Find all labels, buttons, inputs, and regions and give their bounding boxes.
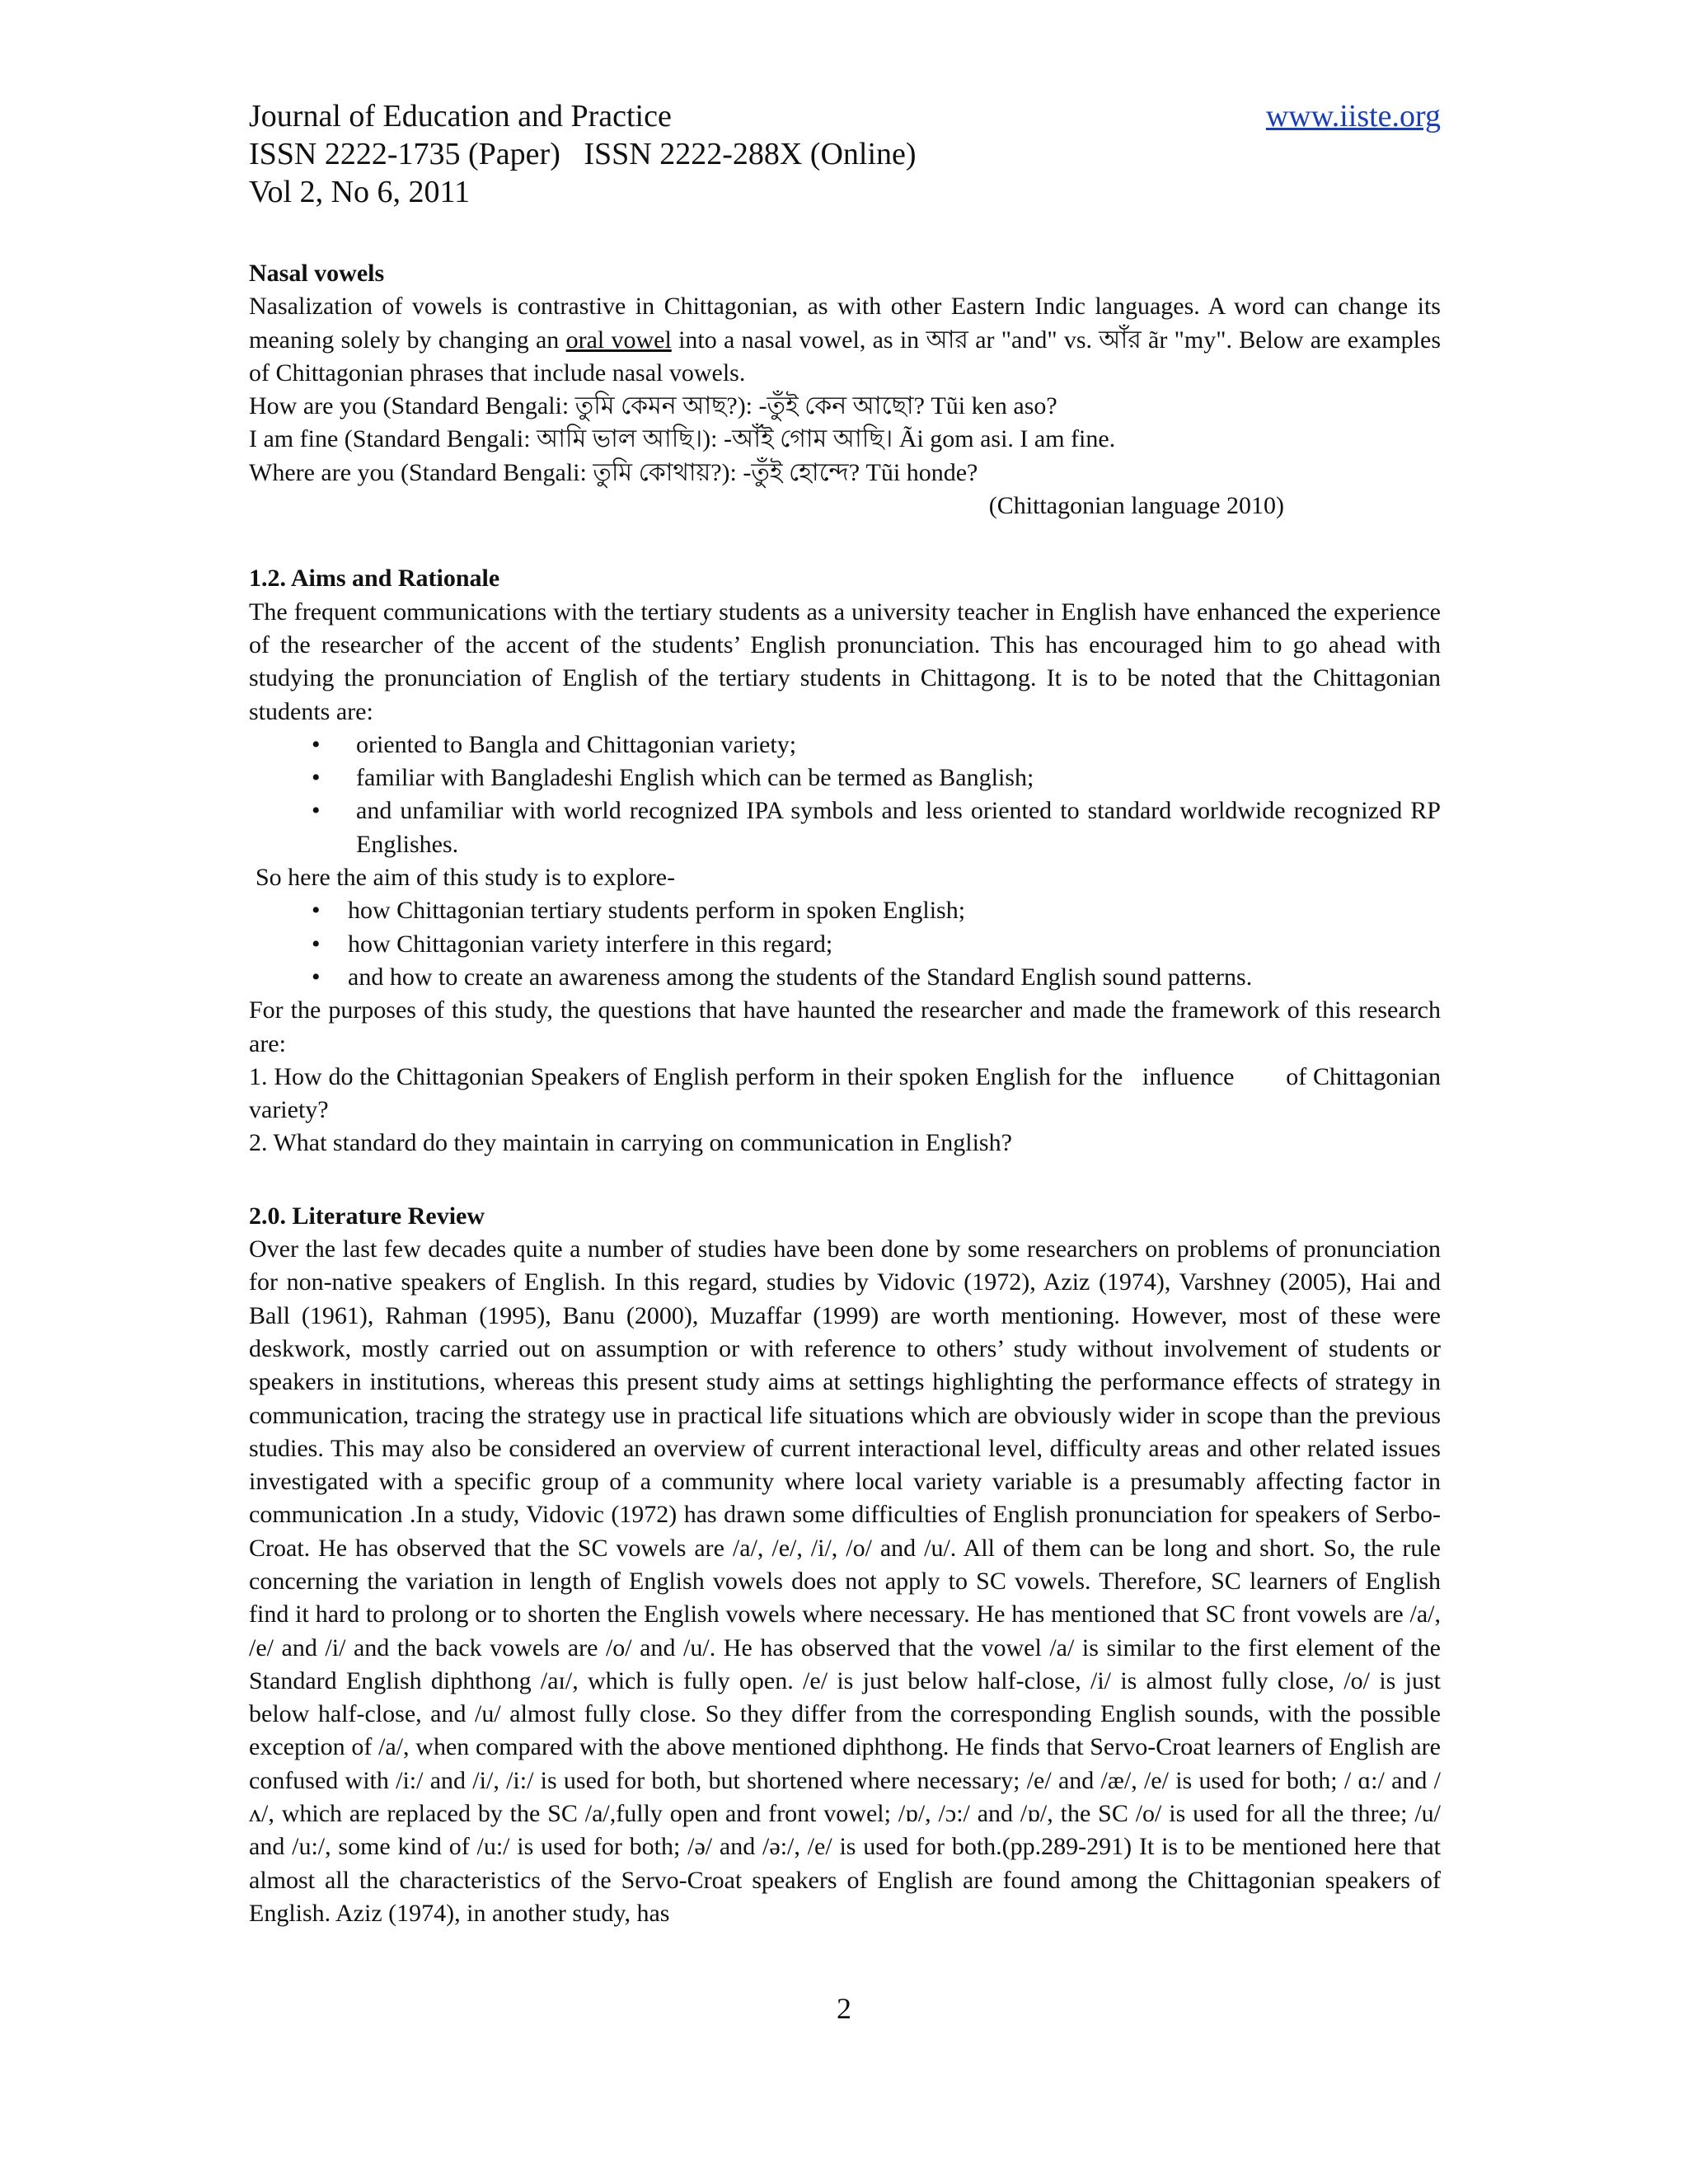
bullet-icon: • [312,764,321,792]
nasal-paragraph [249,290,1441,390]
section-heading-literature-review: 2.0. Literature Review [249,1202,485,1230]
aim-intro: So here the aim of this study is to explore- [256,864,676,892]
header-line-1 [249,97,1441,135]
research-question-1: 1. How do the Chittagonian Speakers of English perform in their spoken English for the influence of Chittagonian variety? [249,1062,1447,1124]
section-heading-aims: 1.2. Aims and Rationale [249,565,500,593]
page-content [249,97,1447,1930]
example-how-are-you: How are you (Standard Bengali: তুমি কেমন আছ?): -তুঁই কেন আছো? Tũi ken aso? [249,392,1057,420]
list-item-text: and how to create an awareness among the students of the Standard English sound patterns. [348,963,1253,991]
list-item-text: oriented to Bangla and Chittagonian variety; [356,730,797,758]
research-question-2: 2. What standard do they maintain in carrying on communication in English? [249,1129,1012,1157]
list-item-text: how Chittagonian tertiary students perform in spoken English; [348,897,966,925]
oral-vowel-link[interactable]: oral vowel [565,326,672,354]
nasal-paragraph-text-b: into a nasal vowel, as in আর ar "and" vs. আঁর ãr "my". Below are examples of Chittagonian phrases that include nasal vowels. [249,326,1441,387]
citation: (Chittagonian language 2010) [988,492,1284,520]
running-header [249,97,1441,211]
literature-review-paragraph: Over the last few decades quite a number of studies have been done by some researchers on problems of pronunciation for non-native speakers of English. In this regard, studies by Vidovic (1972), Aziz (1974), Varshney (2005), Hai and Ball (1961), Rahman (1995), Banu (2000), Muzaffar (1999) are worth mentioning. However, most of these were deskwork, mostly carried out on assumption or with reference to others’ study without involvement of students or speakers in institutions, whereas this present study aims at settings highlighting the performance effects of strategy in communication, tracing the strategy use in practical life situations which are obviously wider in scope than the previous studies. This may also be considered an overview of current interactional level, difficulty areas and other related issues investigated with a specific group of a community where local variety variable is a presumably affecting factor in communication .In a study, Vidovic (1972) has drawn some difficulties of English pronunciation for speakers of Serbo-Croat. He has observed that the SC vowels are /a/, /e/, /i/, /o/ and /u/. All of them can be long and short. So, the rule concerning the variation in length of English vowels does not apply to SC vowels. Therefore, SC learners of English find it hard to prolong or to shorten the English vowels where necessary. He has mentioned that SC front vowels are /a/, /e/ and /i/ and the back vowels are /o/ and /u/. He has observed that the vowel /a/ is similar to the first element of the Standard English diphthong /aɪ/, which is fully open. /e/ is just below half-close, /i/ is almost fully close, /o/ is just below half-close, and /u/ almost fully close. So they differ from the corresponding English sounds, with the possible exception of /a/, when compared with the above mentioned diphthong. He finds that Servo-Croat learners of English are confused with /i:/ and /i/, /i:/ is used for both, but shortened where necessary; /e/ and /æ/, /e/ is used for both; / ɑ:/ and /ʌ/, which are replaced by the SC /a/,fully open and front vowel; /ɒ/, /ɔ:/ and /ɒ/, the SC /o/ is used for all the three; /u/ and /u:/, some kind of /u:/ is used for both; /ə/ and /ə:/, /e/ is used for both.(pp.289-291) It is to be mentioned here that almost all the characteristics of the Servo-Croat speakers of English are found among the Chittagonian speakers of English. Aziz (1974), in another study, has [249,1235,1441,1927]
aims-list [249,894,1441,994]
list-item [249,961,1441,994]
list-item [249,762,1441,794]
bullet-icon: • [312,930,321,958]
bullet-icon: • [312,897,321,925]
example-i-am-fine: I am fine (Standard Bengali: আমি ভাল আছি।): -আঁই গোম আছি। Ãi gom asi. I am fine. [249,425,1116,453]
issn-line: ISSN 2222-1735 (Paper) ISSN 2222-288X (Online) [249,137,917,171]
nasal-paragraph-text-a: Nasalization of vowels is contrastive in Chittagonian, as with other Eastern Indic languages. A word can change its meaning solely by changing an [249,293,1441,354]
student-traits-list [249,729,1441,861]
bullet-icon: • [312,963,321,991]
list-item [249,729,1441,762]
section-heading-nasal-vowels: Nasal vowels [249,260,385,287]
website-link[interactable]: www.iiste.org [1265,99,1441,134]
list-item [249,928,1441,961]
page-number: 2 [837,1992,851,2025]
volume-line: Vol 2, No 6, 2011 [249,175,471,209]
list-item-text: and unfamiliar with world recognized IPA symbols and less oriented to standard worldwide recognized RP Englishes. [356,797,1441,858]
questions-intro: For the purposes of this study, the questions that have haunted the researcher and made the framework of this research are: [249,996,1441,1057]
list-item-text: familiar with Bangladeshi English which can be termed as Banglish; [356,764,1034,792]
list-item-text: how Chittagonian variety interfere in this regard; [348,930,833,958]
list-item [249,894,1441,927]
journal-title: Journal of Education and Practice [249,99,672,134]
bullet-icon: • [312,730,321,758]
aims-paragraph: The frequent communications with the tertiary students as a university teacher in English have enhanced the experience of the researcher of the accent of the students’ English pronunciation. This has encouraged him to go ahead with studying the pronunciation of English of the tertiary students in Chittagong. It is to be noted that the Chittagonian students are: [249,598,1441,725]
example-where-are-you: Where are you (Standard Bengali: তুমি কোথায়?): -তুঁই হোন্দে? Tũi honde? [249,458,978,486]
list-item [249,794,1441,861]
bullet-icon: • [312,797,321,825]
